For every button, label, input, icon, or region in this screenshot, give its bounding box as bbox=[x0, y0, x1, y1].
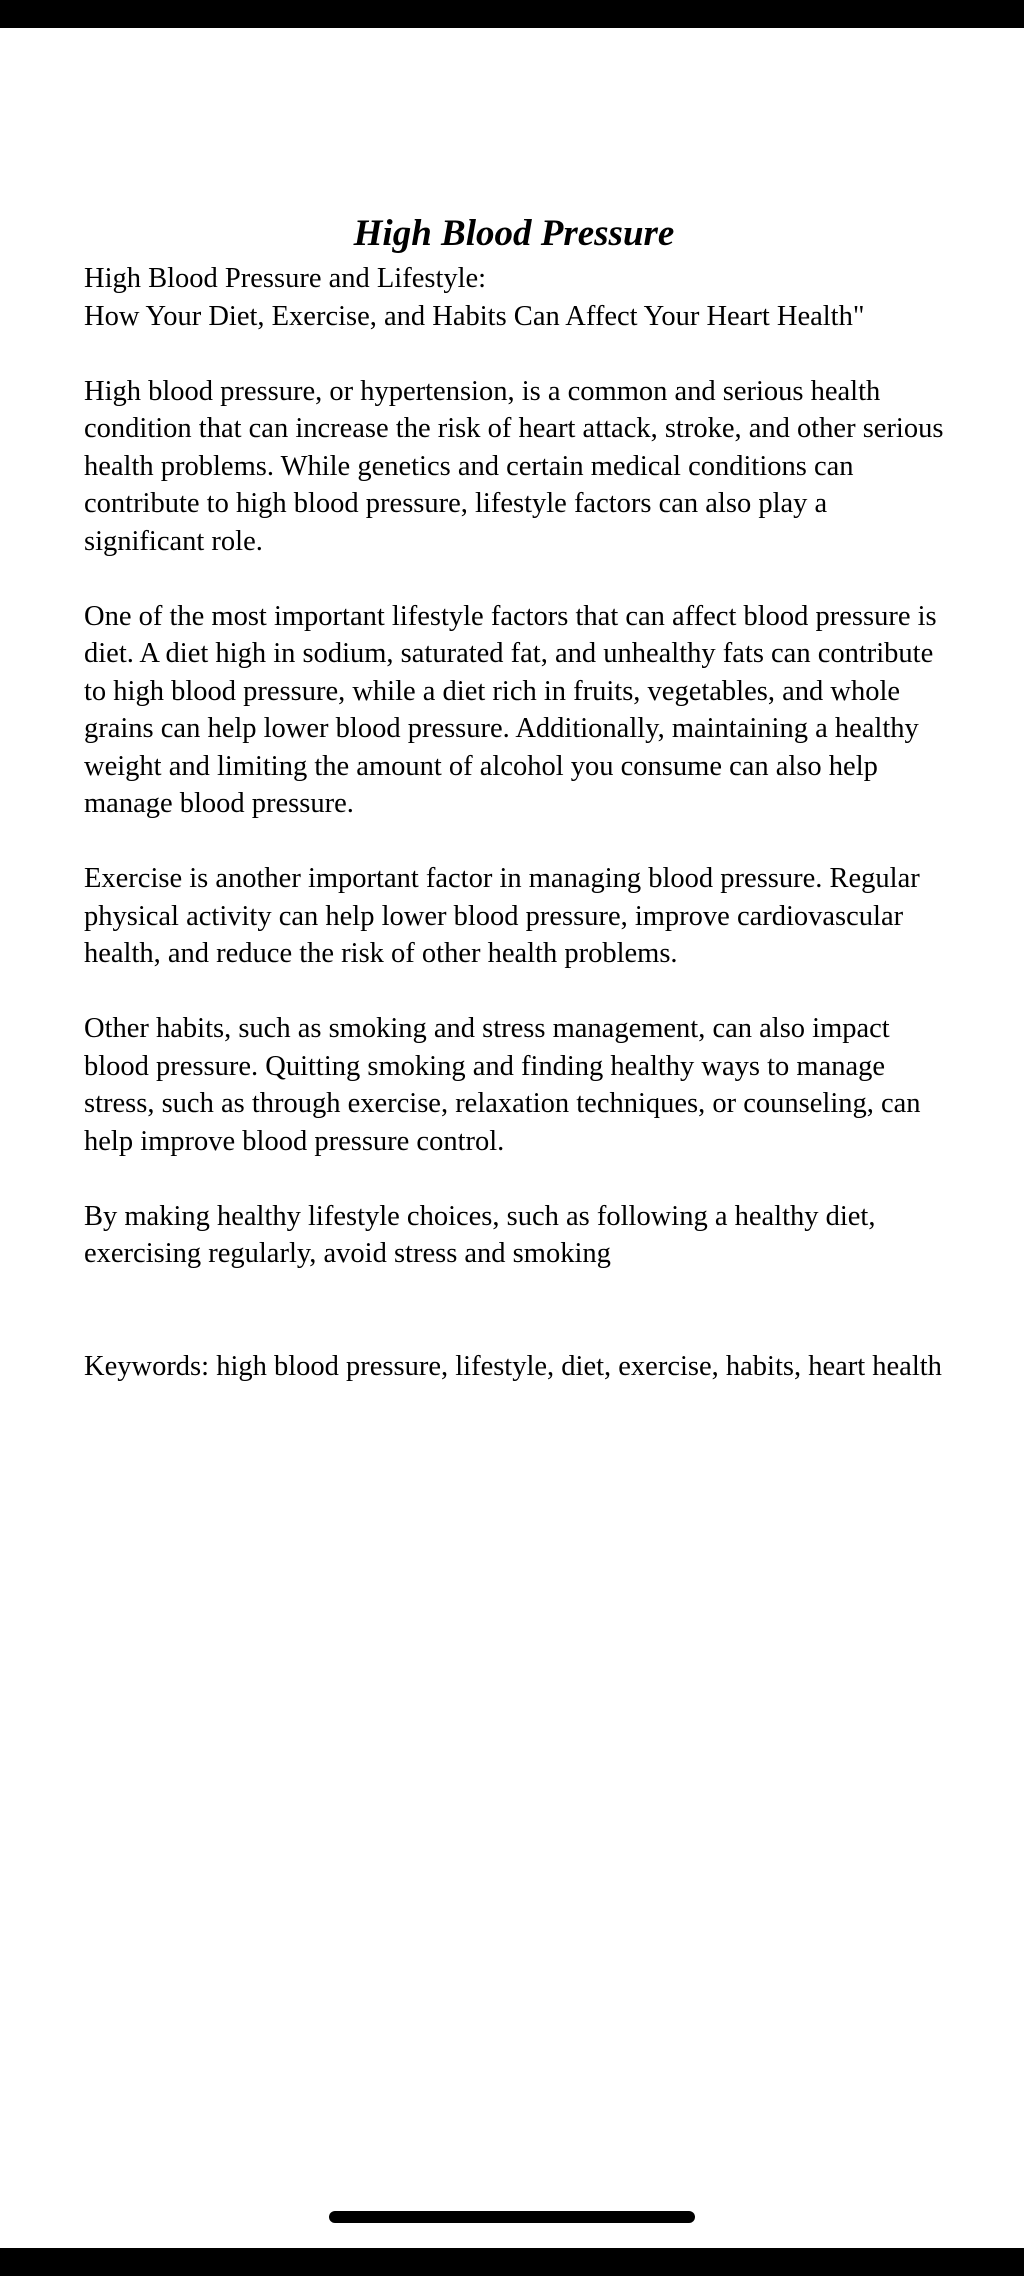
paragraph-conclusion: By making healthy lifestyle choices, such as following a healthy diet, exercising regularly, avoid stress and smoking bbox=[84, 1200, 876, 1269]
paragraph-intro: High blood pressure, or hypertension, is a common and serious health condition that can increase the risk of heart attack, stroke, and other serious health problems. While genetics and certain medical conditions can contribute to high blood pressure, lifestyle factors can also play a significant role. bbox=[84, 375, 944, 557]
paragraph-spacer bbox=[84, 560, 944, 598]
paragraph-spacer bbox=[84, 823, 944, 861]
keywords-line: Keywords: high blood pressure, lifestyle, diet, exercise, habits, heart health bbox=[84, 1350, 942, 1382]
paragraph-spacer bbox=[84, 1160, 944, 1198]
paragraph-spacer bbox=[84, 335, 944, 373]
paragraph-exercise: Exercise is another important factor in managing blood pressure. Regular physical activity can help lower blood pressure, improve cardiovascular health, and reduce the risk of other health problems. bbox=[84, 863, 920, 969]
document-title: High Blood Pressure bbox=[353, 213, 675, 254]
subtitle-line-2: How Your Diet, Exercise, and Habits Can Affect Your Heart Health" bbox=[84, 300, 865, 332]
paragraph-habits: Other habits, such as smoking and stress management, can also impact blood pressure. Quitting smoking and finding healthy ways to manage stress, such as through exercise, relaxation techniques, or counseling, can help improve blood pressure control. bbox=[84, 1013, 921, 1157]
subtitle-line-1: High Blood Pressure and Lifestyle: bbox=[84, 263, 487, 294]
document-body[interactable] bbox=[84, 208, 944, 1385]
paragraph-diet: One of the most important lifestyle factors that can affect blood pressure is diet. A diet high in sodium, saturated fat, and unhealthy fats can contribute to high blood pressure, while a diet rich in fruits, vegetables, and whole grains can help lower blood pressure. Additionally, maintaining a healthy weight and limiting the amount of alcohol you consume can also help manage blood pressure. bbox=[84, 600, 937, 819]
paragraph-spacer bbox=[84, 973, 944, 1011]
bottom-bar bbox=[0, 2248, 1024, 2276]
home-indicator[interactable] bbox=[329, 2211, 695, 2223]
status-bar bbox=[0, 0, 1024, 28]
paragraph-spacer bbox=[84, 1273, 944, 1348]
